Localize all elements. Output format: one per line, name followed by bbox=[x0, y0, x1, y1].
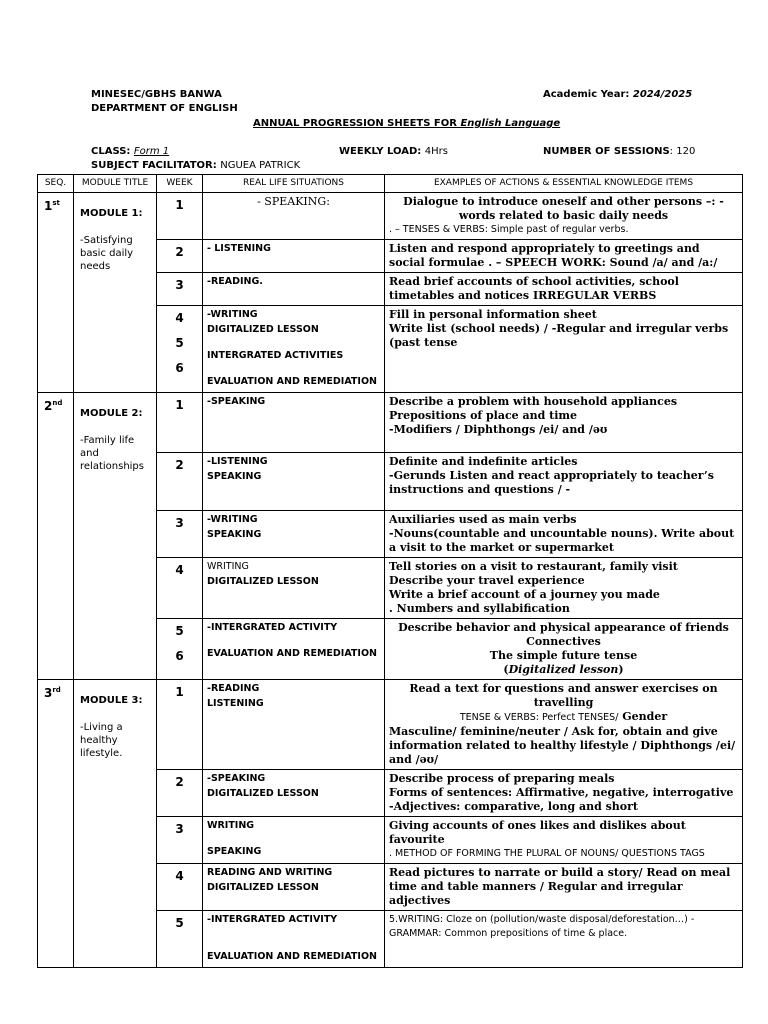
example-line: TENSE & VERBS: Perfect TENSES/ bbox=[459, 712, 619, 723]
seq-cell bbox=[38, 393, 74, 680]
academic-year bbox=[543, 89, 692, 100]
module-title: MODULE 1: bbox=[80, 208, 143, 219]
activity-label: EVALUATION AND REMEDIATION bbox=[207, 376, 377, 387]
real-life-cell bbox=[203, 864, 385, 911]
week-cell: 4 bbox=[157, 864, 203, 911]
institution-name: MINESEC/GBHS BANWA bbox=[91, 89, 222, 100]
examples-cell: Read brief accounts of school activities, school timetables and notices IRREGULAR VERBS bbox=[385, 273, 743, 306]
example-line: -Gerunds Listen and react appropriately to teacher’s instructions and questions / - bbox=[389, 469, 714, 496]
weekly-load-value: 4Hrs bbox=[424, 146, 448, 157]
example-line: . – SPEECH WORK: Sound /a/ and /a:/ bbox=[488, 256, 718, 269]
module-cell bbox=[74, 193, 157, 393]
example-line: Connectives bbox=[526, 635, 601, 648]
week-number: 4 bbox=[175, 311, 184, 325]
real-life-cell bbox=[203, 911, 385, 968]
department-name: DEPARTMENT OF ENGLISH bbox=[91, 103, 238, 114]
real-life-cell bbox=[203, 817, 385, 864]
real-life-cell bbox=[203, 453, 385, 511]
example-line: Definite and indefinite articles bbox=[389, 455, 578, 468]
module-title: MODULE 3: bbox=[80, 695, 143, 706]
example-line: Forms of sentences: Affirmative, negative, interrogative -Adjectives: comparative, long and short bbox=[389, 786, 734, 813]
example-line: . Numbers and syllabification bbox=[389, 602, 570, 615]
activity-label: EVALUATION AND REMEDIATION bbox=[207, 951, 377, 962]
seq-number: 2 bbox=[44, 399, 53, 413]
weekly-load bbox=[339, 146, 448, 157]
subject-facilitator bbox=[91, 160, 300, 171]
example-line: Dialogue to introduce oneself and other persons –: -words related to basic daily needs bbox=[403, 195, 724, 222]
seq-cell bbox=[38, 680, 74, 968]
example-line: 5.WRITING: Cloze on (pollution/waste disposal/deforestation…) - GRAMMAR: Common prepositions of time & place. bbox=[389, 914, 695, 939]
col-header-examples: EXAMPLES OF ACTIONS & ESSENTIAL KNOWLEDGE ITEMS bbox=[385, 175, 743, 193]
facilitator-label: SUBJECT FACILITATOR: bbox=[91, 160, 217, 171]
example-line: Gender bbox=[622, 710, 668, 723]
activity-label: -WRITING bbox=[207, 514, 258, 525]
activity-label: -SPEAKING bbox=[207, 773, 266, 784]
example-line: Listen and respond appropriately to greetings and social formulae bbox=[389, 242, 700, 269]
example-line: -Modifiers / Diphthongs /ei/ and /əʊ bbox=[389, 423, 608, 436]
module-description: -Family life and relationships bbox=[80, 435, 144, 472]
class-label: CLASS: bbox=[91, 146, 131, 157]
facilitator-value: NGUEA PATRICK bbox=[220, 160, 301, 171]
real-life-cell bbox=[203, 511, 385, 558]
seq-suffix: st bbox=[52, 199, 60, 207]
real-life-cell bbox=[203, 680, 385, 770]
examples-cell bbox=[385, 680, 743, 770]
table-row bbox=[38, 680, 743, 770]
example-line: Prepositions of place and time bbox=[389, 409, 578, 422]
real-life-cell bbox=[203, 770, 385, 817]
week-cell: 1 bbox=[157, 193, 203, 240]
activity-label: WRITING bbox=[207, 561, 249, 572]
week-cell bbox=[157, 306, 203, 393]
col-header-seq: SEQ. bbox=[38, 175, 74, 193]
week-cell: 3 bbox=[157, 511, 203, 558]
table-header-row bbox=[38, 175, 743, 193]
real-life-cell: - LISTENING bbox=[203, 240, 385, 273]
weekly-load-label: WEEKLY LOAD: bbox=[339, 146, 422, 157]
activity-label: -INTERGRATED ACTIVITY bbox=[207, 914, 338, 925]
week-cell bbox=[157, 619, 203, 680]
example-line: Digitalized lesson bbox=[508, 663, 619, 676]
examples-cell: Describe behavior and physical appearance of friends Connectives The simple future tense (Digitalized lesson) bbox=[385, 619, 743, 680]
activity-label: INTERGRATED ACTIVITIES bbox=[207, 350, 344, 361]
col-header-module: MODULE TITLE bbox=[74, 175, 157, 193]
examples-cell bbox=[385, 453, 743, 511]
activity-label: -READING bbox=[207, 683, 260, 694]
activity-label: DIGITALIZED LESSON bbox=[207, 788, 319, 799]
example-line: Write list (school needs) / -Regular and irregular verbs (past tense bbox=[389, 322, 729, 349]
sheet-title-subject: English Language bbox=[460, 118, 561, 129]
seq-number: 1 bbox=[44, 199, 53, 213]
example-line: Describe process of preparing meals bbox=[389, 772, 615, 785]
week-cell: 1 bbox=[157, 393, 203, 453]
example-line: The simple future tense bbox=[489, 649, 638, 662]
week-cell: 5 bbox=[157, 911, 203, 968]
seq-suffix: rd bbox=[52, 686, 61, 694]
week-cell: 2 bbox=[157, 770, 203, 817]
number-of-sessions bbox=[543, 146, 695, 157]
week-number: 5 bbox=[175, 336, 184, 350]
seq-number: 3 bbox=[44, 686, 53, 700]
activity-label: EVALUATION AND REMEDIATION bbox=[207, 648, 377, 659]
academic-year-value: 2024/2025 bbox=[632, 89, 693, 100]
sessions-value: : 120 bbox=[669, 146, 696, 157]
examples-cell bbox=[385, 240, 743, 273]
week-cell: 1 bbox=[157, 680, 203, 770]
examples-cell bbox=[385, 306, 743, 393]
module-title: MODULE 2: bbox=[80, 408, 143, 419]
module-cell bbox=[74, 393, 157, 680]
example-line: . – TENSES & VERBS: Simple past of regular verbs. bbox=[389, 224, 629, 235]
real-life-cell: -READING. bbox=[203, 273, 385, 306]
real-life-cell: -SPEAKING bbox=[203, 393, 385, 453]
class-info bbox=[91, 146, 169, 157]
activity-label: DIGITALIZED LESSON bbox=[207, 324, 319, 335]
table-row bbox=[38, 193, 743, 240]
week-number: 6 bbox=[175, 361, 184, 375]
example-line: Describe behavior and physical appearance of friends bbox=[398, 621, 729, 634]
example-line: Write a brief account of a journey you made bbox=[389, 588, 660, 601]
module-description: -Living a healthy lifestyle. bbox=[80, 722, 123, 759]
module-cell bbox=[74, 680, 157, 968]
activity-label: SPEAKING bbox=[207, 471, 262, 482]
week-cell: 2 bbox=[157, 453, 203, 511]
example-line: . METHOD OF FORMING THE PLURAL OF NOUNS/ QUESTIONS TAGS bbox=[389, 848, 705, 859]
activity-label: -INTERGRATED ACTIVITY bbox=[207, 622, 338, 633]
table-row bbox=[38, 393, 743, 453]
example-line: Giving accounts of ones likes and dislikes about favourite bbox=[389, 819, 686, 846]
example-line: Read a text for questions and answer exercises on travelling bbox=[409, 682, 718, 709]
week-cell: 4 bbox=[157, 558, 203, 619]
example-line: Fill in personal information sheet bbox=[389, 308, 597, 321]
col-header-week: WEEK bbox=[157, 175, 203, 193]
example-line: Auxiliaries used as main verbs bbox=[389, 513, 577, 526]
seq-suffix: nd bbox=[52, 399, 63, 407]
real-life-cell: - SPEAKING: bbox=[203, 193, 385, 240]
sheet-title-prefix: ANNUAL PROGRESSION SHEETS FOR bbox=[253, 118, 457, 129]
week-cell: 3 bbox=[157, 817, 203, 864]
activity-label: DIGITALIZED LESSON bbox=[207, 576, 319, 587]
activity-label: -WRITING bbox=[207, 309, 258, 320]
week-number: 5 bbox=[175, 624, 184, 638]
class-value: Form 1 bbox=[133, 146, 170, 157]
examples-cell bbox=[385, 558, 743, 619]
col-header-real-life: REAL LIFE SITUATIONS bbox=[203, 175, 385, 193]
examples-cell bbox=[385, 817, 743, 864]
example-line: -Nouns(countable and uncountable nouns). Write about a visit to the market or supermarket bbox=[389, 527, 735, 554]
activity-label: SPEAKING bbox=[207, 846, 262, 857]
activity-label: SPEAKING bbox=[207, 529, 262, 540]
real-life-cell bbox=[203, 306, 385, 393]
examples-cell bbox=[385, 511, 743, 558]
activity-label: DIGITALIZED LESSON bbox=[207, 882, 319, 893]
example-line: Describe a problem with household appliances bbox=[389, 395, 678, 408]
week-cell: 3 bbox=[157, 273, 203, 306]
activity-label: READING AND WRITING bbox=[207, 867, 333, 878]
activity-label: -LISTENING bbox=[207, 456, 268, 467]
progression-table bbox=[37, 174, 743, 968]
sheet-title bbox=[253, 118, 560, 129]
examples-cell bbox=[385, 193, 743, 240]
sessions-label: NUMBER OF SESSIONS bbox=[543, 146, 670, 157]
examples-cell bbox=[385, 911, 743, 968]
week-number: 6 bbox=[175, 649, 184, 663]
activity-label: WRITING bbox=[207, 820, 255, 831]
module-description: -Satisfying basic daily needs bbox=[80, 235, 134, 272]
real-life-cell bbox=[203, 558, 385, 619]
example-line: Masculine/ feminine/neuter / Ask for, obtain and give information related to healthy lifestyle / Diphthongs /ei/ and /əʊ/ bbox=[389, 725, 736, 766]
examples-cell bbox=[385, 770, 743, 817]
example-line: Describe your travel experience bbox=[389, 574, 585, 587]
academic-year-label: Academic Year: bbox=[543, 89, 630, 100]
week-cell: 2 bbox=[157, 240, 203, 273]
examples-cell: Read pictures to narrate or build a story/ Read on meal time and table manners / Regular and irregular adjectives bbox=[385, 864, 743, 911]
real-life-cell bbox=[203, 619, 385, 680]
example-line: Tell stories on a visit to restaurant, family visit bbox=[389, 560, 678, 573]
examples-cell bbox=[385, 393, 743, 453]
seq-cell bbox=[38, 193, 74, 393]
activity-label: LISTENING bbox=[207, 698, 264, 709]
